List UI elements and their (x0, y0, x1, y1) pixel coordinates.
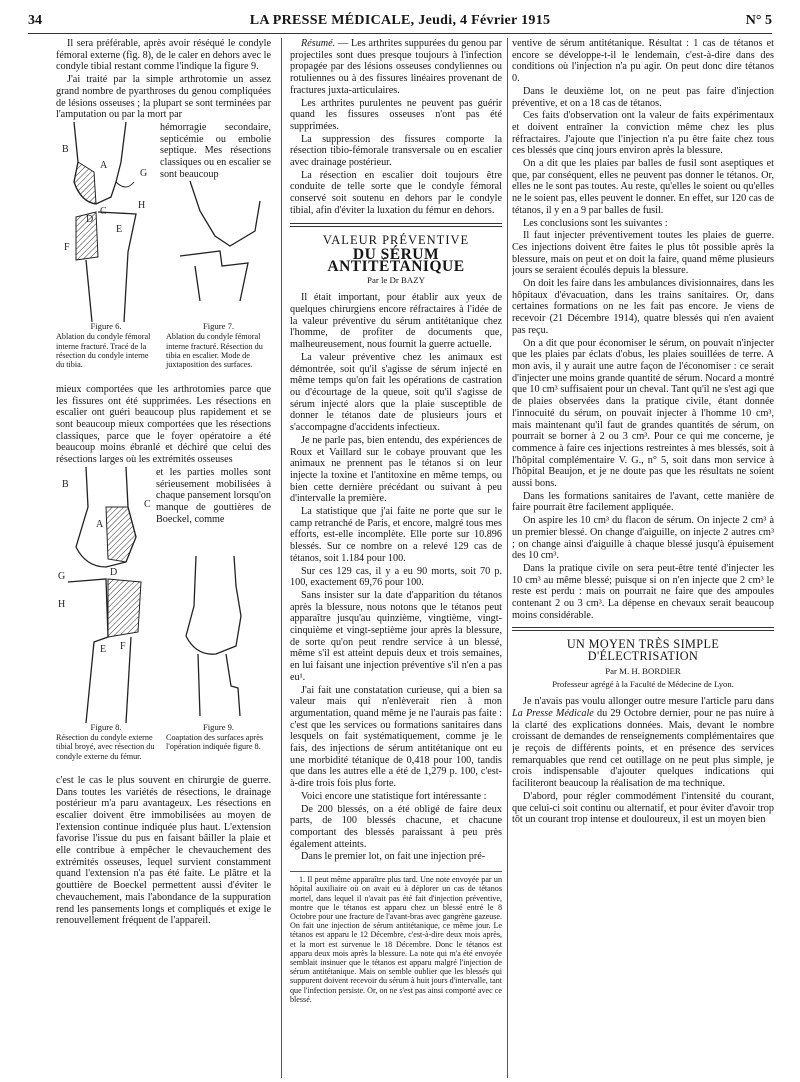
figure-label: D (86, 213, 94, 225)
column-divider (507, 38, 508, 1078)
paragraph: On a dit que les plaies par balles de fusil sont aseptiques et que, par conséquent, elles ne peuvent pas donner le tétanos. Or, elles ne le sont pas toutes. Au reste, qu'elles le soient ou qu'elles ne le soient pas, elles peuvent le donner. En effet, sur 120 cas de tétanos, il y en a 9 par balles de fusil. (512, 158, 774, 216)
figure-6-drawing (56, 122, 156, 322)
figure-9-column (156, 467, 271, 720)
journal-reference: La Presse Médicale (512, 707, 594, 719)
paragraph: On doit les faire dans les ambulances divisionnaires, dans les hôpitaux d'évacuation, dans les trains sanitaires. Or, dans certaines formations on ne les fait pas encore. Je viens de recevoir (21 Décembre 1914), quatre blessés qui n'en avaient pas reçu. (512, 278, 774, 336)
column-2 (290, 38, 502, 1078)
paragraph: La statistique que j'ai faite ne porte que sur le camp retranché de Paris, et encore, malgré tous mes efforts, est-elle incomplète. Elle porte sur 10.896 blessés. Sur ce nombre on a relevé 129 cas de tétanos, soit 1.184 pour 100. (290, 506, 502, 564)
article-heading (290, 232, 502, 287)
article-author: Par le Dr BAZY (367, 274, 425, 285)
paragraph: Je ne parle pas, bien entendu, des expériences de Roux et Vaillard sur le cobaye prouvant que les animaux ne prennent pas le tétanos si on leur injecte la toxine et l'antitoxine en même temps, ou bien cette dernière précédant ou suivant à peu d'intervalle la première. (290, 434, 502, 505)
paragraph: La suppression des fissures comporte la résection tibio-fémorale transversale ou en escalier avec drainage postérieur. (290, 133, 502, 169)
paragraph: On aspire les 10 cm³ du flacon de sérum. On injecte 2 cm³ à un premier blessé. On change d'aiguille, on injecte 2 autres cm³ ; on change ainsi d'aiguille à chaque blessé jusqu'à épuisement des 10 cm³. (512, 515, 774, 562)
paragraph: Dans le premier lot, on fait une injection pré- (301, 851, 486, 863)
figure-label: C (144, 498, 151, 510)
figure-8-drawing (56, 467, 161, 723)
paragraph: Dans les formations sanitaires de l'avant, cette manière de faire pourrait être facilement appliquée. (512, 490, 774, 514)
paragraph: mieux comportées que les arthrotomies parce que les fissures ont été supprimées. Les résections en escalier ont guéri beaucoup plus rapidement et se sont beaucoup mieux comportées que les résections classiques, parce que le foyer opératoire a été beaucoup moins ébranlé et déchiré que celui des résections larges où les extrémités osseuses (56, 383, 271, 466)
figure-label: F (120, 640, 126, 652)
figure-label: A (100, 159, 108, 171)
article-separator (290, 223, 502, 227)
figure-6-title: Figure 6. (90, 320, 122, 331)
paragraph: Il faut injecter préventivement toutes les plaies de guerre. Ces injections doivent être faites le plus tôt possible après la blessure, mais on peut et on doit la faire, quand même plusieurs jours se seraient écoulés depuis la blessure. (512, 230, 774, 277)
article-2-heading (512, 639, 774, 690)
page-number: 34 (28, 13, 42, 28)
captions-8-9 (56, 723, 271, 775)
article-separator (512, 627, 774, 631)
paragraph: La résection en escalier doit toujours être conduite de telle sorte que le condyle fémoral conservé soit soutenu en dehors par le condyle tibial, afin d'éviter la luxation du fémur en dehors. (290, 169, 502, 216)
footnote: 1. Il peut même apparaître plus tard. Une note envoyée par un hôpital auxiliaire où on avait eu à déplorer un cas de tétanos mortel, dans lequel il n'avait pas été fait d'injection préventive, montre que le tétanos est apparu chez un blessé entré le 8 Octobre pour une fracture de l'avant-bras avec gangrène gazeuse. On fait une injection de sérum antitétanique, ce même jour. Le tétanos est apparu le 12 Décembre, c'est-à-dire deux mois après, et la mort est survenue le 18 Décembre. Donc le tétanos est apparu deux mois après la blessure. La note qui m'a été envoyée semblait insinuer que le tétanos est apparu malgré l'injection de sérum antitétanique. Mais on semble oublier que les blessés qui suppurent doivent recevoir du sérum à huit jours d'intervalle, tant que l'infection persiste. Or, on ne s'est pas ainsi comporté avec ce blessé. (290, 875, 502, 1004)
figure-9-title: Figure 9. (202, 721, 235, 732)
paragraph: Il était important, pour établir aux yeux de quelques chirurgiens encore réfractaires à l'idée de la valeur préventive du sérum antitétanique chez l'homme, de profiter de documents que, malheureusement, nous fournit la guerre actuelle. (290, 292, 502, 351)
article-2-affiliation: Professeur agrégé à la Faculté de Médecine de Lyon. (552, 678, 734, 689)
paragraph: ventive de sérum antitétanique. Résultat : 1 cas de tétanos et encore se développe-t-il le lendemain, c'est-à-dire dans des conditions où l'injection n'a pu agir. On peut donc dire tétanos 0. (512, 38, 774, 85)
paragraph: D'abord, pour régler commodément l'intensité du courant, que celui-ci soit continu ou alternatif, et pour éviter d'avoir trop tôt un courant trop intense et douloureux, il est un moyen bien (512, 790, 774, 826)
figures-6-7 (56, 122, 271, 322)
figure-label: F (64, 241, 70, 253)
figure-7-caption: Figure 7. Ablation du condyle fémoral interne fracturé. Résection du tibia en escalier. Mode de juxtaposition des surfaces. (166, 322, 271, 369)
column-1 (56, 38, 271, 1078)
figure-8-title: Figure 8. (90, 721, 122, 732)
paragraph: Les arthrites purulentes ne peuvent pas guérir quand les fissures osseuses n'ont pas été supprimées. (290, 97, 502, 132)
page-header (28, 8, 772, 34)
figure-label: B (62, 143, 69, 155)
column-divider (281, 38, 282, 1078)
footnotes (290, 871, 502, 1004)
resume-paragraph: Résumé. — Les arthrites suppurées du genou par projectiles sont dues presque toujours à l'infection propagée par des lésions osseuses condyliennes ou rotuliennes ou à des fissures linéaires provenant de fractures juxta-articulaires. (290, 38, 502, 96)
paragraph: Sur ces 129 cas, il y a eu 90 morts, soit 70 p. 100, exactement 69,76 pour 100. (290, 565, 502, 589)
paragraph: et les parties molles sont sérieusement mobilisées à chaque pansement lorsqu'on manque de gouttières de Boeckel, comme (156, 466, 271, 525)
journal-title: LA PRESSE MÉDICALE, Jeudi, 4 Février 1915 (249, 13, 551, 28)
article-title-line-2: DU SÉRUM ANTITÉTANIQUE (327, 246, 465, 275)
article-title-line-1: VALEUR PRÉVENTIVE (322, 232, 470, 247)
issue-number: N° 5 (745, 13, 772, 28)
figure-label: C (100, 205, 107, 217)
figure-6-caption: Figure 6. Ablation du condyle fémoral interne fracturé. Tracé de la résection du condyle interne du tibia. (56, 322, 156, 369)
paragraph: Les conclusions sont les suivantes : (523, 217, 668, 229)
article-2-author: Par M. H. BORDIER (605, 665, 681, 676)
header-rule (28, 33, 772, 34)
figure-7-column (160, 122, 271, 305)
paragraph: Je n'avais pas voulu allonger outre mesure l'article paru dans La Presse Médicale du 29 Octobre dernier, pour ne pas nuire à la clarté des explications données. Mais, devant le nombre croissant de demandes de renseignements complémentaires que je reçois de différents points, et en présence des services remarquables que rend cet outillage on ne peut plus simple, je crois indispensable d'ajouter quelques indications qui faciliteront beaucoup la réalisation de ma technique. (512, 696, 774, 790)
paragraph: Dans la pratique civile on sera peut-être tenté d'injecter les 10 cm³ au même blessé; puisque si on n'en injecte que 2 cm³ le reste est perdu : mais on pourrait ne faire que des ampoules contenant 2 ou 3 cm³. La dépense en chevaux serait beaucoup moins considérable. (512, 562, 774, 621)
figure-8-caption: Figure 8. Résection du condyle externe tibial broyé, avec résection du condyle externe du fémur. (56, 721, 155, 761)
figure-label: H (58, 598, 66, 610)
figures-8-9 (56, 467, 271, 723)
figure-9-drawing (156, 526, 268, 716)
paragraph: On a dit que pour économiser le sérum, on pouvait n'injecter que les plaies par éclats d'obus, les plaies souillées de terre. A mon avis, il y aurait une autre façon de l'économiser : ce serait d'injecter une moins grande quantité de sérum. Nocard a montré que 10 cm³ suffisaient pour un cheval. Tant qu'il ne s'est agi que de plaies observées dans la pratique civile, étant donnée l'innocuité du sérum, on pouvait injecter à l'homme 10 cm³, mais maintenant qu'il faut de grandes quantités de sérum, on pourrait se borner à 2 ou 3 cm³. Pour ce qui me concerne, je commence à faire ces injections restreintes à mes blessés, soit à l'hôpital complémentaire V. G., n° 5, soit dans mon service à l'hôpital Beaujon, et je ne doute pas que les résultats ne soient aussi bons. (512, 337, 774, 490)
figure-label: E (116, 223, 123, 235)
figure-label: H (138, 199, 146, 211)
paragraph: Voici encore une statistique fort intéressante : (301, 790, 487, 802)
figure-label: B (62, 478, 69, 490)
article-2-title: UN MOYEN TRÈS SIMPLE D'ÉLECTRISATION (566, 637, 720, 664)
figure-9-caption: Figure 9. Coaptation des surfaces après l'opération indiquée figure 8. (166, 723, 271, 752)
resume-label: Résumé. (301, 38, 336, 49)
figure-label: G (140, 167, 148, 179)
paragraph: La valeur préventive chez les animaux est démontrée, soit qu'il s'agisse de sérum injecté en même temps qu'on fait les opérations de castration ou d'écourtage de la queue, soit qu'il s'agisse de sérum injecté alors que la plaie susceptible de donner le tétanos date de plusieurs jours et s'accompagne d'accidents infectieux. (290, 351, 502, 434)
captions-6-7 (56, 322, 271, 384)
figure-7-drawing (160, 181, 270, 301)
paragraph: hémorragie secondaire, septicémie ou embolie septique. Mes résections classiques ou en escalier se sont beaucoup (160, 121, 271, 180)
paragraph: c'est le cas le plus souvent en chirurgie de guerre. Dans toutes les variétés de résections, le drainage postérieur m'a paru avantageux. Les résections en escalier doivent être immobilisées au moyen de l'extension continue indiquée plus haut. L'extension favorise l'issue du pus en faisant bâiller la plaie et elle contribue à empêcher le chevauchement des extrémités osseuses, lequel survient constamment quand l'extension n'a pas été faite. Le plâtre et la gouttière de Boeckel permettent aussi d'éviter le chevauchement, mais l'abondance de la suppuration rend les pansements longs et compliqués et exige le renouvellement fréquent de l'appareil. (56, 774, 271, 927)
figure-label: E (100, 643, 107, 655)
figure-label: A (96, 518, 104, 530)
figure-7-title: Figure 7. (202, 320, 235, 331)
paragraph: Il sera préférable, après avoir réséqué le condyle fémoral externe (fig. 8), de le caler en dehors avec le condyle tibial restant comme l'indique la figure 9. (56, 38, 271, 73)
column-3 (512, 38, 774, 1078)
paragraph: Ces faits d'observation ont la valeur de faits expérimentaux et doivent entraîner la conviction même chez les plus réfractaires. J'ajoute que l'injection n'a pu être faite chez tous ces blessés que cinq jours environ après la blessure. (512, 110, 774, 157)
figure-label: G (58, 570, 66, 582)
paragraph: Dans le deuxième lot, on ne peut pas faire d'injection préventive, et on a 18 cas de tétanos. (512, 85, 774, 109)
figure-label: D (110, 566, 118, 578)
paragraph: Sans insister sur la date d'apparition du tétanos après la blessure, nous notons que le tétanos peut apparaître jusqu'au quinzième, vingtième, vingt-cinquième et vingt-septième jour après la blessure, de sorte qu'on peut rendre service à un blessé, même s'il est atteint depuis deux et trois semaines, en lui faisant une injection préventive s'il n'en a pas eu¹. (290, 589, 502, 683)
paragraph: De 200 blessés, on a été obligé de faire deux parts, de 100 blessés chacune, et chacune comportant des blessés paraissant à peu près également atteints. (290, 803, 502, 850)
paragraph: J'ai traité par la simple arthrotomie un assez grand nombre de pyarthroses du genou compliquées de lésions osseuses ; la plupart se sont terminées par l'amputation ou par la mort par (56, 74, 271, 121)
paragraph: J'ai fait une constatation curieuse, qui a bien sa valeur mais qui n'enlèverait rien à mon argumentation, quand même je ne l'aurais pas faite : c'est que les services ou formations sanitaires dans lesquels on fait systématiquement, comme je le fais, des injections de sérum antitétanique ont eu une morbidité tétanique de 0,418 pour 100, tandis que dans les autres elle a été de 1,279 p. 100, c'est-à-dire trois fois plus forte. (290, 684, 502, 790)
